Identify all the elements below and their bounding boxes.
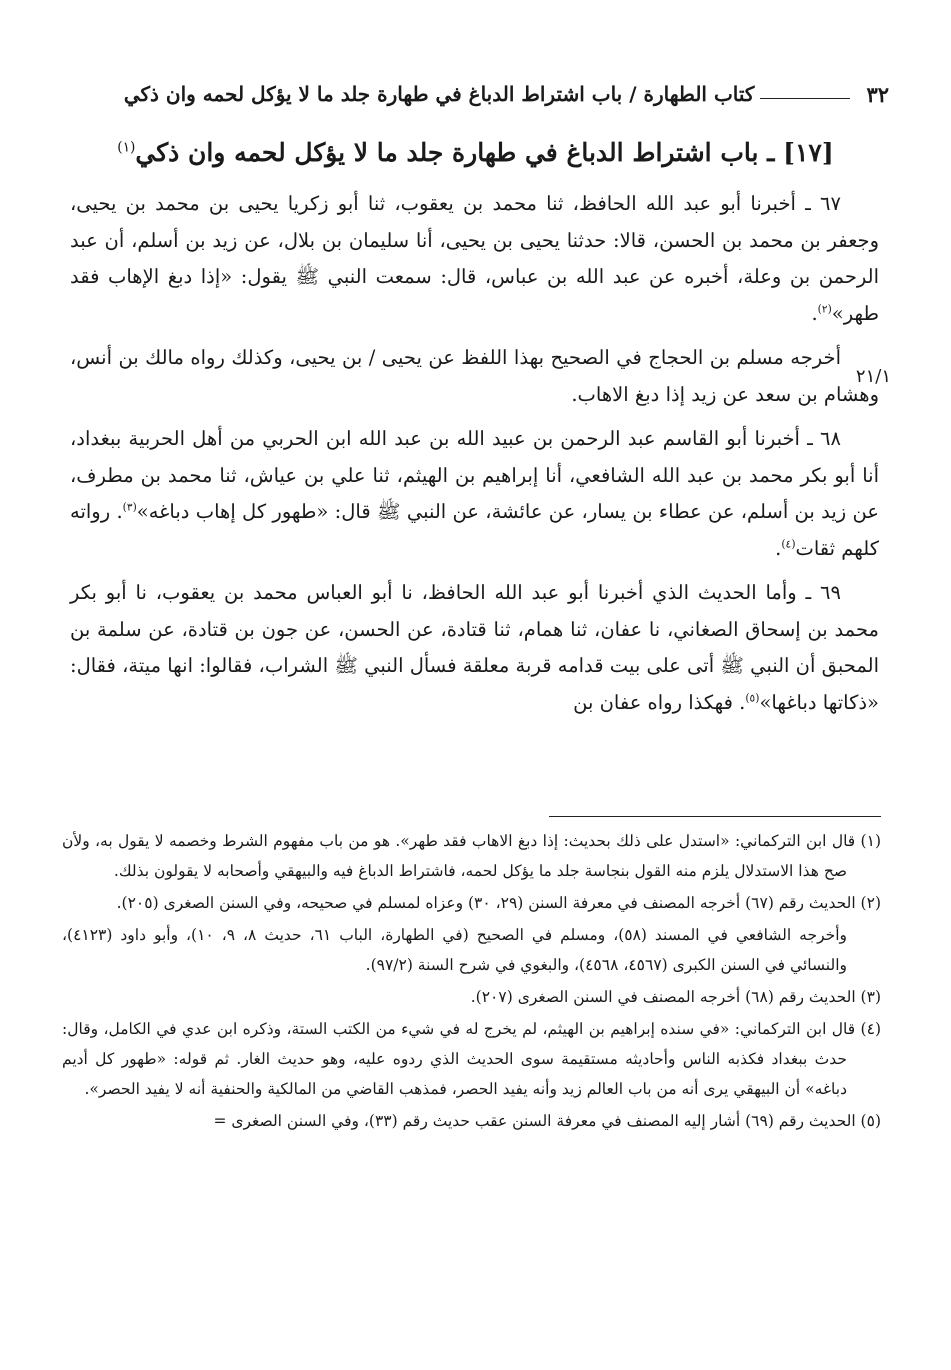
paragraph-tail: . [811,301,818,325]
footnote: (٣) الحديث رقم (٦٨) أخرجه المصنف في السنن الصغرى (٢٠٧). [470,988,881,1006]
paragraph-text: ٦٧ ـ أخبرنا أبو عبد الله الحافظ، ثنا محمد بن يعقوب، ثنا أبو زكريا يحيى بن محمد بن يحيى، وجعفر بن محمد بن الحسن، قالا: حدثنا يحيى بن يحيى، أنا سليمان بن بلال، عن زيد بن أسلم، أن عبد الرحمن بن وعلة، أخبره عن عبد الله بن عباس، قال: سمعت النبي ﷺ يقول: «إذا دبغ الإهاب فقد طهر» [70,192,879,325]
page-number: ٣٢ [866,81,889,107]
footnote-continuation: وأخرجه الشافعي في المسند (٥٨)، ومسلم في الصحيح (في الطهارة، الباب ٦١، حديث ٨، ٩، ١٠)، وأبو داود (٤١٢٣)، والنسائي في السنن الكبرى (٤٥٦٧، ٤٥٦٨)، والبغوي في شرح السنة (٩٧/٢). [62,926,847,974]
footnote-marker: (٤) [781,537,796,550]
commentary-paragraph [70,340,879,413]
paragraph-text: ٦٨ ـ أخبرنا أبو القاسم عبد الرحمن بن عبيد الله بن عبد الله ابن الحربي من أهل الحربية ببغداد، أنا أبو بكر محمد بن عبد الله الشافعي، أنا إبراهيم بن الهيثم، ثنا علي بن عياش، ثنا محمد بن مطرف، عن زيد بن أسلم، عن عطاء بن يسار، عن عائشة، عن النبي ﷺ قال: «طهور كل إهاب دباغه» [70,427,879,523]
running-header [62,74,889,114]
running-header-title: كتاب الطهارة / باب اشتراط الدباغ في طهارة جلد ما لا يؤكل لحمه وان ذكي [123,82,755,106]
footnote-marker: (٣) [122,500,137,514]
hadith-paragraph [70,186,879,332]
paragraph-tail: . فهكذا رواه عفان بن [573,690,746,714]
footnote-separator [549,816,881,817]
footnote: (١) قال ابن التركماني: «استدل على ذلك بحديث: إذا دبغ الاهاب فقد طهر». هو من باب مفهوم الشرط وخصمه لا يقول به، ولأن صح هذا الاستدلال يلزم منه القول بنجاسة جلد ما يؤكل لحمه، فاشتراط الدباغ فيه والبيهقي وأصحابه لا يقولون بذلك. [62,832,881,880]
footnote-marker: (١) [117,139,136,156]
paragraph-tail: . [775,536,782,560]
header-rule [760,98,850,99]
paragraph-text: ٦٩ ـ وأما الحديث الذي أخبرنا أبو عبد الله الحافظ، نا أبو العباس محمد بن يعقوب، نا أبو بكر محمد بن إسحاق الصغاني، نا عفان، ثنا همام، ثنا قتادة، عن الحسن، عن جون بن قتادة، عن سلمة بن المحبق أن النبي ﷺ أتى على بيت قدامه قربة معلقة فسأل النبي ﷺ الشراب، فقالوا: انها ميتة، فقال: «ذكاتها دباغها» [70,581,879,714]
paragraph-tail: . رواته كلهم ثقات [70,500,879,560]
footnote-marker: (٢) [817,302,832,315]
hadith-paragraph [70,421,879,567]
chapter-heading [60,128,891,178]
footnote: (٢) الحديث رقم (٦٧) أخرجه المصنف في معرفة السنن (٢٩، ٣٠) وعزاه لمسلم في صحيحه، وفي السنن الصغرى (٢٠٥). [116,894,881,912]
margin-reference: ٢١/١ [855,366,891,387]
footnote: (٥) الحديث رقم (٦٩) أشار إليه المصنف في معرفة السنن عقب حديث رقم (٣٣)، وفي السنن الصغرى = [213,1112,881,1130]
footnotes [62,826,881,1138]
paragraph-text: أخرجه مسلم بن الحجاج في الصحيح بهذا اللفظ عن يحيى / بن يحيى، وكذلك رواه مالك بن أنس، وهشام بن سعد عن زيد إذا دبغ الاهاب. [70,346,879,406]
body-text [70,186,879,729]
chapter-title: [١٧] ـ باب اشتراط الدباغ في طهارة جلد ما لا يؤكل لحمه وان ذكي [135,138,834,167]
hadith-paragraph [70,575,879,721]
footnote: (٤) قال ابن التركماني: «في سنده إبراهيم بن الهيثم، لم يخرج له في شيء من الكتب الستة، وذكره ابن عدي في الكامل، وقال: حدث ببغداد فكذبه الناس وأحاديثه مستقيمة سوى الحديث الذي ردوه عليه، وهو حديث الغار. ثم قوله: «طهور كل أديم دباغه» أن البيهقي يرى أنه من باب العالم زيد وأنه يفيد الحصر، فمذهب القاضي من المالكية والحنفية أنه لا يفيد الحصر». [62,1020,881,1098]
footnote-marker: (٥) [745,691,760,704]
